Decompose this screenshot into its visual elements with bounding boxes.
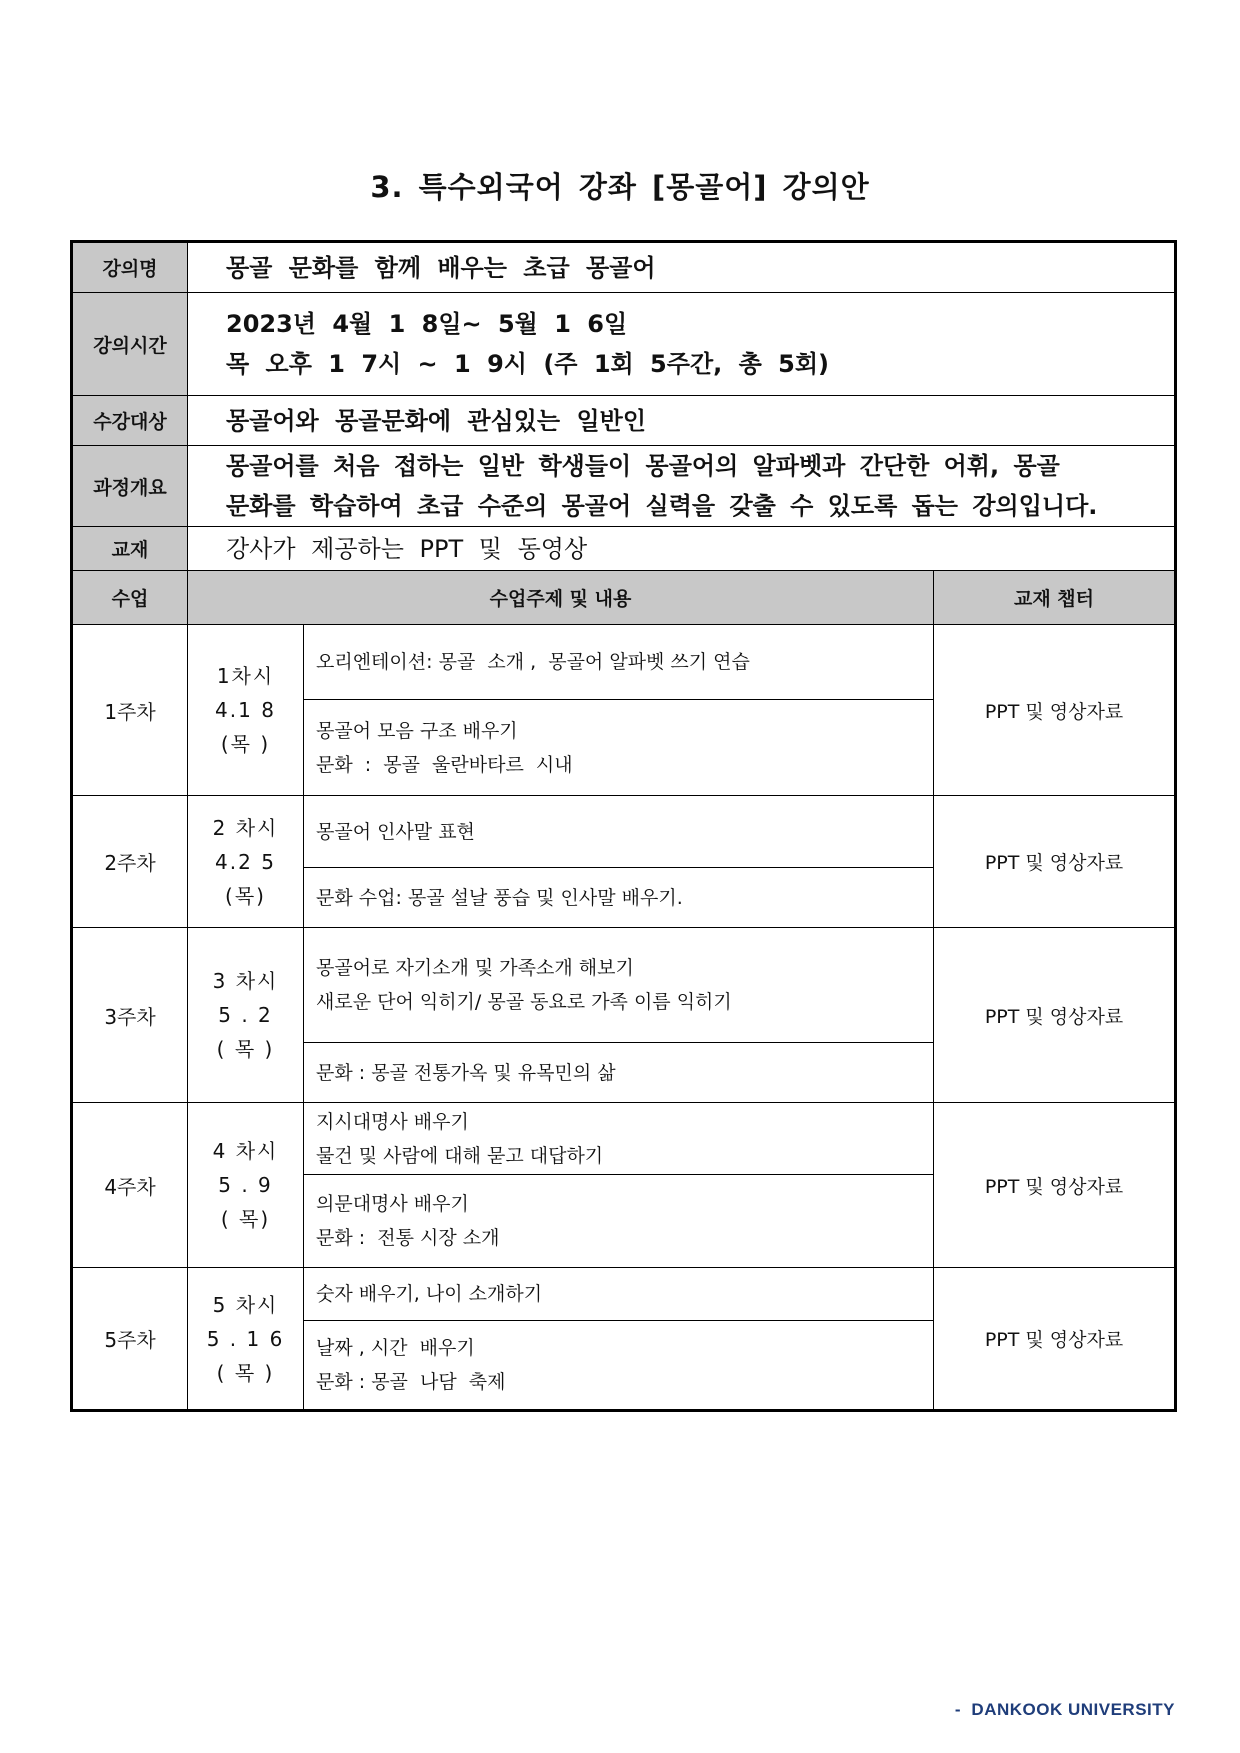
content-line: 새로운 단어 익히기/ 몽골 동요로 가족 이름 익히기 (316, 991, 732, 1013)
session-info: 4 차시 5 . 9 ( 목) (188, 1103, 304, 1268)
content-line: 물건 및 사람에 대해 묻고 대답하기 (316, 1144, 604, 1167)
material-cell: PPT 및 영상자료 (934, 625, 1176, 796)
session-info: 1차시 4.1 8 (목 ) (188, 625, 304, 796)
content-line: 날짜 , 시간 배우기 (316, 1337, 475, 1359)
content-line: 지시대명사 배우기 (316, 1110, 469, 1133)
textbook-row (72, 527, 1176, 571)
content-cell (304, 928, 934, 1043)
material-cell: PPT 및 영상자료 (934, 796, 1176, 928)
content-line: 문화 : 몽골 울란바타르 시내 (316, 753, 573, 776)
content-line: 문화 : 몽골 나담 축제 (316, 1371, 506, 1393)
content-line: 몽골어로 자기소개 및 가족소개 해보기 (316, 957, 634, 979)
overview-label: 과정개요 (72, 446, 188, 527)
course-time-label: 강의시간 (72, 293, 188, 396)
textbook-label: 교재 (72, 527, 188, 571)
content-cell (304, 796, 934, 868)
course-time-schedule: 목 오후 1 7시 ~ 1 9시 (주 1회 5주간, 총 5회) (226, 350, 829, 378)
material-cell: PPT 및 영상자료 (934, 928, 1176, 1103)
page-title: 3. 특수외국어 강좌 [몽골어] 강의안 (370, 170, 870, 204)
overview-line-1: 몽골어를 처음 접하는 일반 학생들이 몽골어의 알파벳과 간단한 어휘, 몽골 (226, 452, 1060, 480)
overview-line-2: 문화를 학습하여 초급 수준의 몽골어 실력을 갖출 수 있도록 돕는 강의입니다. (226, 492, 1098, 520)
week-label: 4주차 (72, 1103, 188, 1268)
course-name-label: 강의명 (72, 242, 188, 293)
content-line: 문화 수업: 몽골 설날 풍습 및 인사말 배우기. (316, 886, 683, 909)
target-value: 몽골어와 몽골문화에 관심있는 일반인 (188, 396, 1176, 446)
content-line: 문화 : 전통 시장 소개 (316, 1227, 500, 1249)
week-5-row-a (72, 1268, 1176, 1321)
week-label: 2주차 (72, 796, 188, 928)
week-3-row-a (72, 928, 1176, 1043)
footer-university: - DANKOOK UNIVERSITY (954, 1700, 1175, 1719)
header-class: 수업 (72, 571, 188, 625)
content-cell (304, 868, 934, 928)
session-info: 2 차시 4.2 5 (목) (188, 796, 304, 928)
content-line: 의문대명사 배우기 (316, 1193, 469, 1215)
material-cell: PPT 및 영상자료 (934, 1268, 1176, 1411)
textbook-value: 강사가 제공하는 PPT 및 동영상 (188, 527, 1176, 571)
course-time-row (72, 293, 1176, 396)
schedule-header-row (72, 571, 1176, 625)
week-label: 5주차 (72, 1268, 188, 1411)
content-cell (304, 1175, 934, 1268)
content-cell (304, 700, 934, 796)
week-label: 1주차 (72, 625, 188, 796)
content-cell (304, 1043, 934, 1103)
course-time-dates: 2023년 4월 1 8일~ 5월 1 6일 (226, 310, 628, 338)
week-2-row-a (72, 796, 1176, 868)
header-chapter: 교재 챕터 (934, 571, 1176, 625)
syllabus-table (70, 240, 1177, 1412)
session-info: 5 차시 5 . 1 6 ( 목 ) (188, 1268, 304, 1411)
overview-value (188, 446, 1176, 527)
course-name-row (72, 242, 1176, 293)
session-info: 3 차시 5 . 2 ( 목 ) (188, 928, 304, 1103)
content-cell (304, 1268, 934, 1321)
content-cell (304, 1321, 934, 1411)
content-line: 몽골어 인사말 표현 (316, 820, 475, 843)
target-label: 수강대상 (72, 396, 188, 446)
content-cell (304, 625, 934, 700)
header-topic: 수업주제 및 내용 (188, 571, 934, 625)
content-line: 오리엔테이션: 몽골 소개 , 몽골어 알파벳 쓰기 연습 (316, 651, 750, 673)
course-name-value: 몽골 문화를 함께 배우는 초급 몽골어 (188, 242, 1176, 293)
material-cell: PPT 및 영상자료 (934, 1103, 1176, 1268)
content-cell (304, 1103, 934, 1175)
week-label: 3주차 (72, 928, 188, 1103)
target-row (72, 396, 1176, 446)
week-4-row-a (72, 1103, 1176, 1175)
week-1-row-a (72, 625, 1176, 700)
course-time-value (188, 293, 1176, 396)
overview-row (72, 446, 1176, 527)
content-line: 문화 : 몽골 전통가옥 및 유목민의 삶 (316, 1061, 616, 1084)
content-line: 숫자 배우기, 나이 소개하기 (316, 1283, 543, 1305)
content-line: 몽골어 모음 구조 배우기 (316, 719, 518, 742)
